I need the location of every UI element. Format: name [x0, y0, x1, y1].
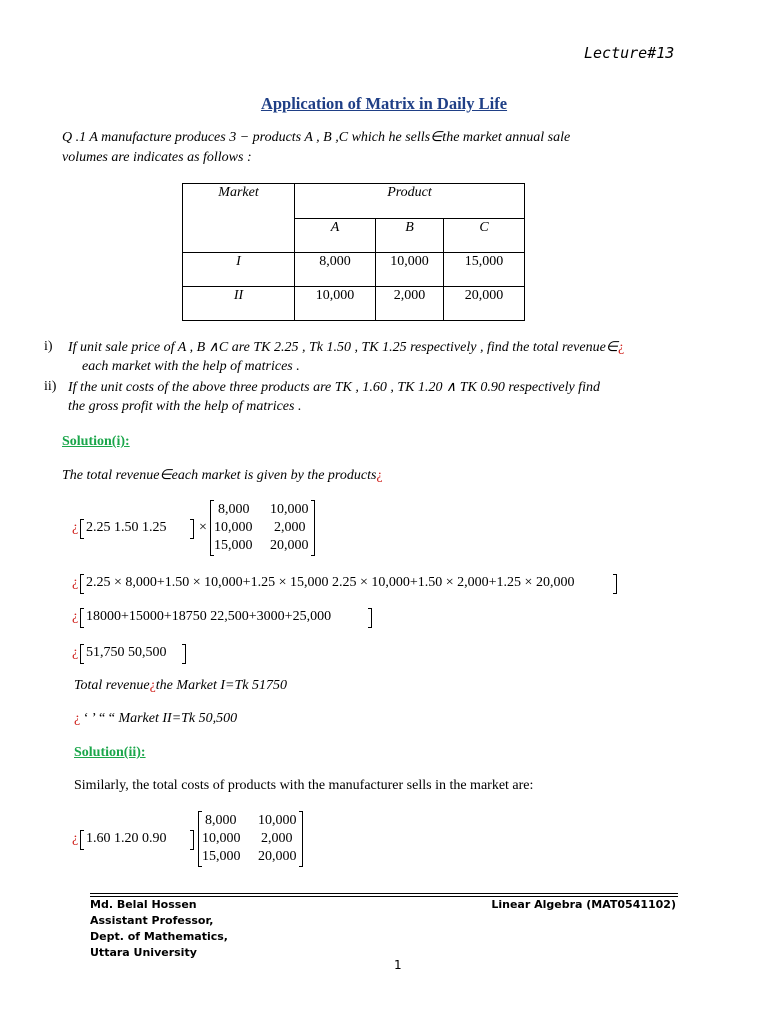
- times-sign: ×: [199, 520, 207, 535]
- solution-i-heading: Solution(i):: [62, 434, 130, 449]
- item-ii-line-1: If the unit costs of the above three products are TK , 1.60 , TK 1.20 ∧ TK 0.90 respectively find: [68, 380, 600, 395]
- total-revenue-value-i: the Market I=Tk 51750: [155, 678, 287, 693]
- qmark: ¿: [72, 831, 79, 846]
- page-title: Application of Matrix in Daily Life: [260, 94, 508, 113]
- item-ii-line-2: the gross profit with the help of matrices .: [68, 399, 302, 414]
- matrix-cell: 8,000: [218, 502, 250, 517]
- table-cell: 20,000: [444, 287, 525, 321]
- bracket-right: [299, 811, 303, 867]
- qmark: ¿: [72, 645, 79, 660]
- author-position: Assistant Professor,: [90, 914, 214, 927]
- table-header-product: Product: [295, 184, 525, 219]
- qmark: ¿: [72, 520, 79, 535]
- total-revenue-label: Total revenue: [74, 678, 150, 693]
- table-header-c: C: [444, 219, 525, 253]
- step-2-expression: 2.25 × 8,000+1.50 × 10,000+1.25 × 15,000 2.25 × 10,000+1.50 × 2,000+1.25 × 20,000: [86, 575, 575, 590]
- solution-i-intro: [62, 467, 383, 484]
- author-name: Md. Belal Hossen: [90, 898, 197, 911]
- bracket-right: [613, 574, 617, 594]
- page-number: 1: [394, 958, 402, 972]
- table-cell: 10,000: [295, 287, 376, 321]
- question-line-1: Q .1 A manufacture produces 3 − products A , B ,C which he sells∈the market annual sale: [62, 130, 571, 145]
- table-header-b: B: [376, 219, 444, 253]
- solution-i-intro-text: The total revenue∈each market is given by the products: [62, 468, 377, 483]
- table-header-market: Market: [183, 184, 295, 253]
- row-vector-price: 2.25 1.50 1.25: [86, 520, 167, 535]
- bracket-left: [80, 574, 84, 594]
- item-i-line-1: [68, 339, 624, 356]
- step-4-expression: 51,750 50,500: [86, 645, 167, 660]
- matrix-cell: 8,000: [205, 813, 237, 828]
- qmark: ¿: [376, 468, 383, 483]
- footer-divider: [90, 896, 678, 897]
- qmark: ¿: [72, 609, 79, 624]
- author-dept: Dept. of Mathematics,: [90, 930, 228, 943]
- solution-ii-heading: Solution(ii):: [74, 745, 146, 760]
- matrix-cell: 20,000: [270, 538, 309, 553]
- item-ii-number: ii): [44, 379, 57, 394]
- author-university: Uttara University: [90, 946, 197, 959]
- matrix-cell: 20,000: [258, 849, 297, 864]
- row-vector-cost: 1.60 1.20 0.90: [86, 831, 167, 846]
- total-revenue-market-ii: [74, 711, 237, 727]
- question-line-2: volumes are indicates as follows :: [62, 150, 252, 165]
- matrix-cell: 2,000: [274, 520, 306, 535]
- course-label: Linear Algebra (MAT0541102): [491, 898, 676, 911]
- matrix-cell: 15,000: [214, 538, 253, 553]
- ditto-marks: ‘ ’ “ “: [83, 711, 115, 726]
- table-cell: 10,000: [376, 253, 444, 287]
- table-cell: 2,000: [376, 287, 444, 321]
- solution-ii-intro: Similarly, the total costs of products with the manufacturer sells in the market are:: [74, 778, 534, 793]
- lecture-label: Lecture#13: [584, 44, 675, 62]
- table-cell: 15,000: [444, 253, 525, 287]
- bracket-left: [80, 519, 84, 539]
- step-3-expression: 18000+15000+18750 22,500+3000+25,000: [86, 609, 332, 624]
- item-i-text: If unit sale price of A , B ∧C are TK 2.25 , Tk 1.50 , TK 1.25 respectively , find the total revenue∈: [68, 340, 618, 355]
- item-i-line-2: each market with the help of matrices .: [82, 359, 300, 374]
- table-cell-market: I: [183, 253, 295, 287]
- bracket-right: [311, 500, 315, 556]
- footer-divider: [90, 893, 678, 894]
- table-header-a: A: [295, 219, 376, 253]
- bracket-left: [80, 608, 84, 628]
- bracket-right: [368, 608, 372, 628]
- table-cell-market: II: [183, 287, 295, 321]
- matrix-cell: 2,000: [261, 831, 293, 846]
- bracket-right: [182, 644, 186, 664]
- matrix-cell: 10,000: [258, 813, 297, 828]
- qmark: ¿: [149, 678, 156, 693]
- bracket-right: [190, 519, 194, 539]
- matrix-cell: 10,000: [202, 831, 241, 846]
- qmark: ¿: [617, 340, 625, 355]
- bracket-left: [80, 644, 84, 664]
- sales-table: [182, 183, 525, 321]
- bracket-left: [80, 830, 84, 850]
- table-row: [183, 253, 525, 287]
- total-revenue-value-ii: Market II=Tk 50,500: [118, 711, 238, 726]
- bracket-right: [190, 830, 194, 850]
- total-revenue-market-i: [74, 678, 287, 694]
- qmark: ¿: [74, 711, 81, 726]
- matrix-cell: 10,000: [214, 520, 253, 535]
- item-i-number: i): [44, 339, 53, 354]
- table-row: [183, 287, 525, 321]
- qmark: ¿: [72, 575, 79, 590]
- matrix-cell: 15,000: [202, 849, 241, 864]
- matrix-cell: 10,000: [270, 502, 309, 517]
- table-cell: 8,000: [295, 253, 376, 287]
